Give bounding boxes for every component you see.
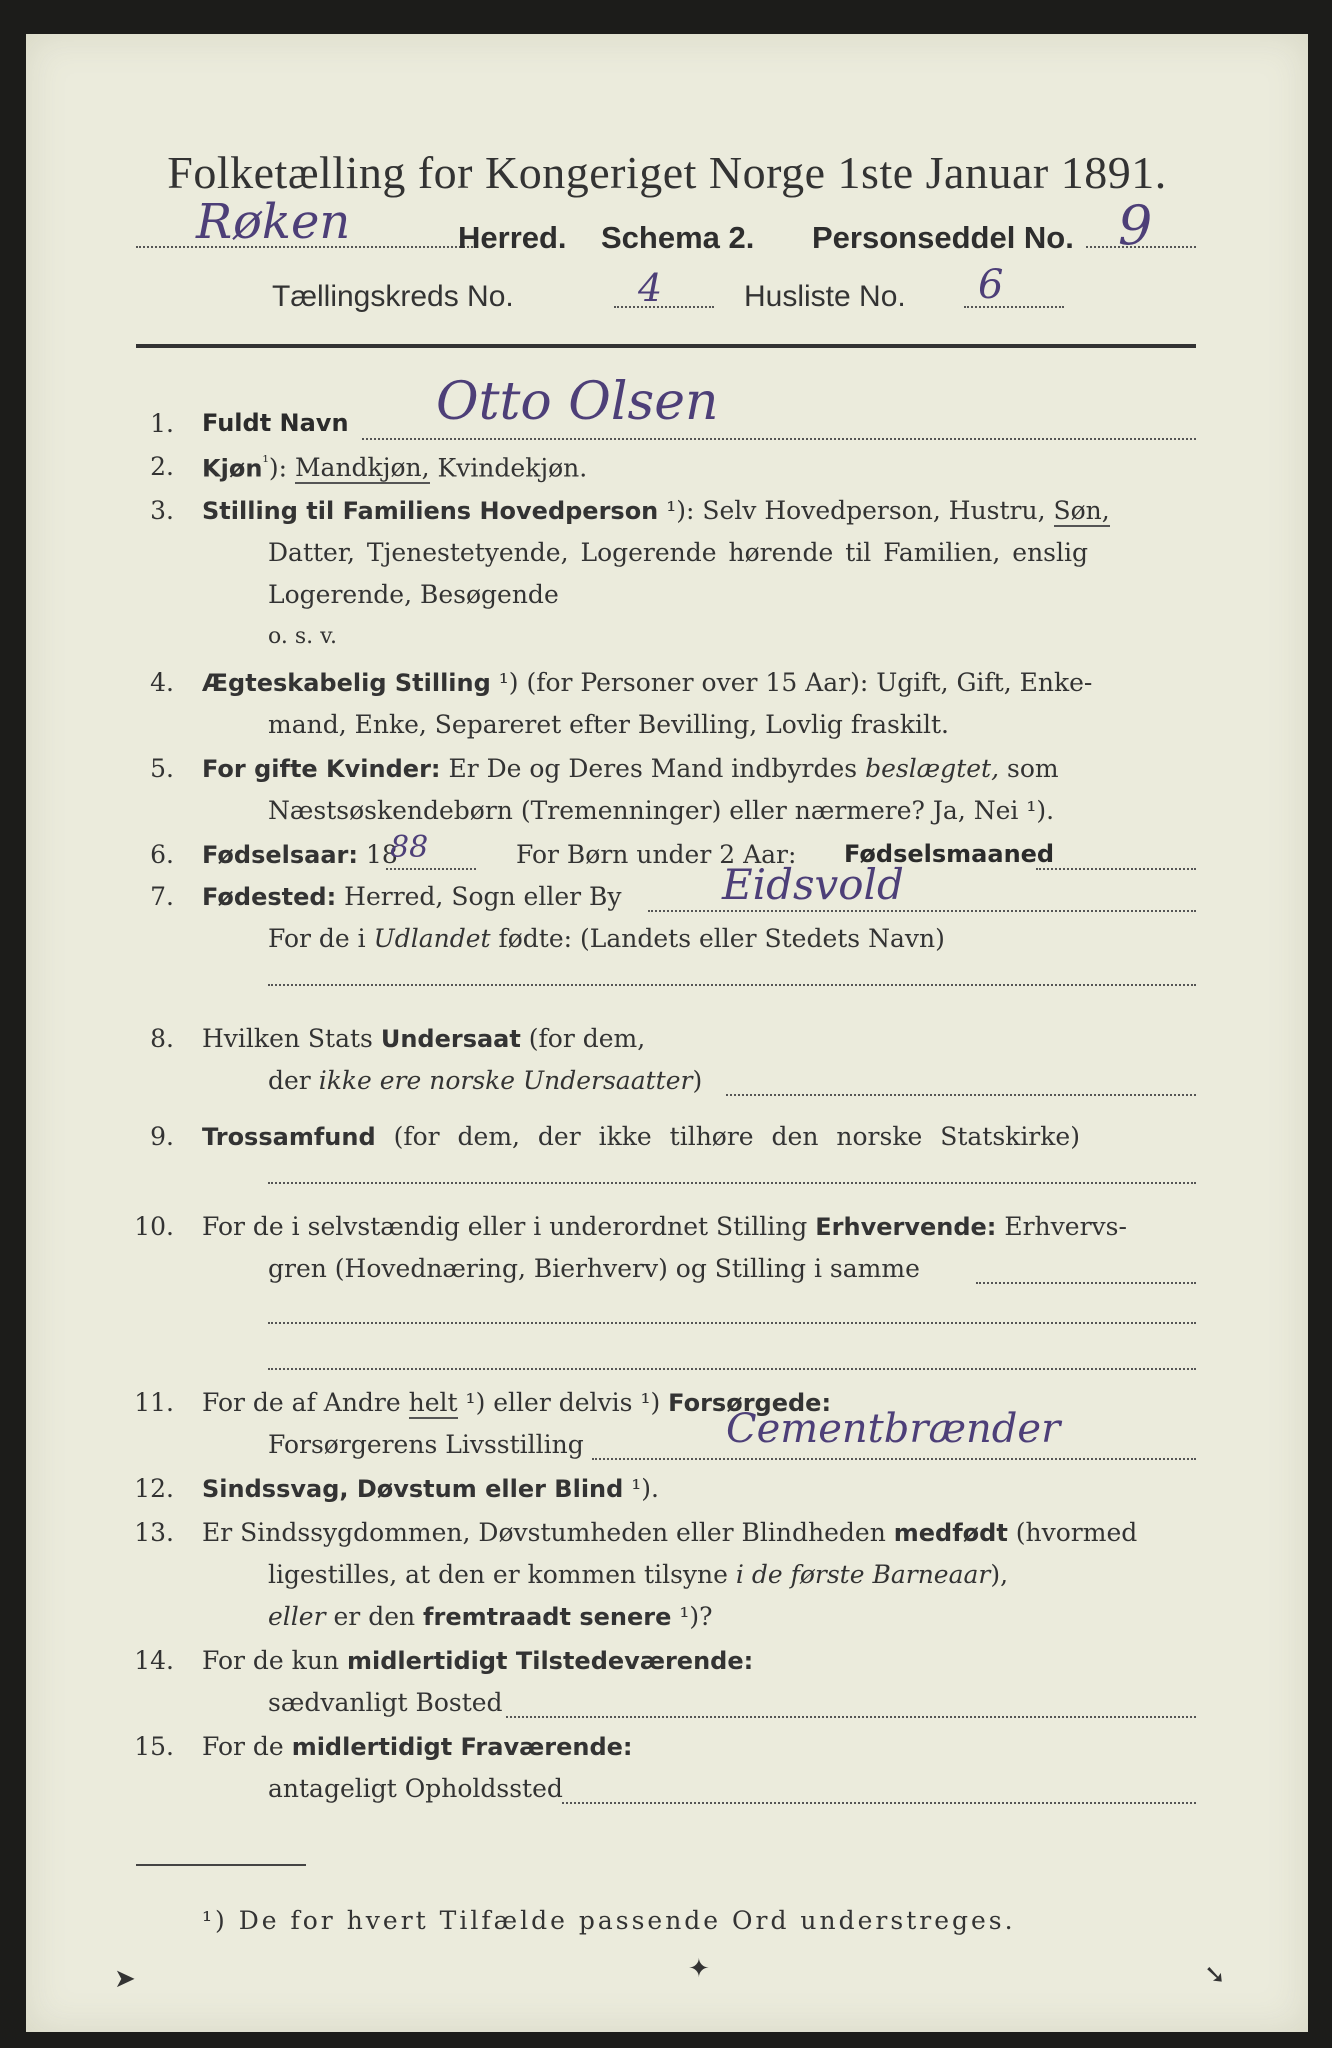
field-3-number: 3. (150, 496, 174, 525)
personseddel-value: 9 (1118, 194, 1153, 257)
field-7-line-2-a: For de i (268, 924, 366, 953)
field-1-label: Fuldt Navn (202, 409, 349, 437)
personseddel-label: Personseddel No. (812, 220, 1074, 255)
field-13-line-2-a: ligestilles, at den er kommen tilsyne (268, 1560, 728, 1589)
taellingskreds-dotted-line (614, 306, 714, 308)
field-5-label: For gifte Kvinder: (202, 755, 441, 783)
field-11-line-1-a: For de af Andre (202, 1388, 401, 1417)
field-5-line-1 (202, 754, 1059, 783)
field-3-line-3: Logerende, Besøgende (268, 580, 559, 609)
field-3-options: Selv Hovedperson, Hustru, (702, 496, 1046, 525)
field-5-end: som (1006, 754, 1059, 783)
footnote: ¹) De for hvert Tilfælde passende Ord understreges. (202, 1906, 1016, 1935)
field-2-number: 2. (150, 452, 174, 481)
taellingskreds-label: Tællingskreds No. (272, 280, 514, 313)
field-2-option-female: Kvindekjøn. (437, 453, 588, 483)
field-14-line-1 (202, 1646, 753, 1675)
field-5-question: Er De og Deres Mand indbyrdes (448, 754, 858, 783)
husliste-label: Husliste No. (744, 280, 906, 313)
field-10-line-1-bold: Erhvervende: (815, 1213, 997, 1241)
field-1-value: Otto Olsen (436, 372, 719, 432)
taellingskreds-value: 4 (638, 266, 663, 310)
field-10-dotted-line-3 (268, 1368, 1196, 1370)
field-8-line-2-a: der (268, 1066, 311, 1095)
field-3-line-1: Stilling til Familiens Hovedperson ¹): Selv Hovedperson, Hustru, Søn, (202, 496, 1110, 525)
field-9-label: Trossamfund (202, 1123, 376, 1151)
field-13-line-1-b: (hvormed (1015, 1518, 1138, 1547)
field-15-line-1 (202, 1732, 633, 1761)
field-2-line: Kjøn$^{^1}$): Mandkjøn, Kvindekjøn. (202, 452, 588, 483)
field-7-line-2-b: fødte: (Landets eller Stedets Navn) (498, 924, 945, 953)
field-1-dotted-line (362, 438, 1196, 440)
field-15-line-1-bold: midlertidigt Fraværende: (291, 1733, 633, 1761)
field-14-dotted-line (506, 1716, 1196, 1718)
field-3-label: Stilling til Familiens Hovedperson (202, 497, 659, 525)
field-12-end: ). (641, 1474, 659, 1503)
field-15-line-2: antageligt Opholdssted (268, 1774, 563, 1803)
field-13-line-1-a: Er Sindssygdommen, Døvstumheden eller Blindheden (202, 1518, 886, 1547)
field-3-line-2: Datter, Tjenestetyende, Logerende hørende til Familien, enslig (268, 538, 1089, 567)
registration-mark-right: ➘ (1204, 1960, 1226, 1990)
field-5-number: 5. (150, 754, 174, 783)
herred-handwritten: Røken (196, 194, 351, 250)
header-rule (136, 344, 1196, 348)
field-13-line-1-bold: medfødt (893, 1519, 1008, 1547)
field-8-number: 8. (150, 1024, 174, 1053)
field-3-selected: Søn, (1053, 496, 1110, 525)
field-4-number: 4. (150, 668, 174, 697)
field-11-line-1: For de af Andre helt ¹) eller delvis ¹) Forsørgede: (202, 1388, 832, 1417)
field-8-line-2 (268, 1066, 702, 1095)
field-8-line-1 (202, 1024, 645, 1053)
registration-mark-left: ➤ (114, 1964, 136, 1994)
field-7-rest: Herred, Sogn eller By (344, 882, 622, 911)
census-form-sheet (26, 34, 1308, 2032)
field-8-dotted-line (726, 1094, 1196, 1096)
field-6-label: Fødselsaar: (202, 841, 358, 869)
field-10-number: 10. (134, 1212, 174, 1241)
field-4-line-1: Ægteskabelig Stilling ¹) (for Personer over 15 Aar): Ugift, Gift, Enke- (202, 668, 1093, 697)
herred-label: Herred. (458, 220, 567, 255)
field-9-dotted-line (268, 1182, 1196, 1184)
field-1-number: 1. (150, 409, 174, 438)
field-5-line-2: Næstsøskendebørn (Tremenninger) eller nærmere? Ja, Nei ¹). (268, 796, 1055, 825)
registration-mark-center: ✦ (688, 1954, 710, 1984)
field-7-foreign-dotted-line (268, 984, 1196, 986)
field-5-italic: beslægtet, (865, 754, 1000, 783)
field-10-dotted-line-1 (976, 1282, 1196, 1284)
field-7-line-1 (202, 882, 622, 911)
field-14-line-2: sædvanligt Bosted (268, 1688, 503, 1717)
field-9-number: 9. (150, 1122, 174, 1151)
field-10-line-1-a: For de i selvstændig eller i underordnet Stilling (202, 1212, 808, 1241)
field-3-line-4: o. s. v. (268, 624, 337, 649)
field-13-line-3-b: ¹)? (679, 1602, 713, 1631)
field-13-line-3-a: er den (333, 1602, 416, 1631)
field-13-line-3-bold: fremtraadt senere (423, 1603, 672, 1631)
field-15-dotted-line (562, 1802, 1196, 1804)
field-12-number: 12. (134, 1474, 174, 1503)
field-13-number: 13. (134, 1518, 174, 1547)
field-11-line-2: Forsørgerens Livsstilling (268, 1430, 584, 1459)
field-2-sup: ¹ (262, 452, 269, 471)
field-13-line-3 (268, 1602, 713, 1631)
field-9-line (202, 1122, 1080, 1151)
schema-label: Schema 2. (601, 220, 755, 255)
field-4-line-2: mand, Enke, Separeret efter Bevilling, Lovlig fraskilt. (268, 710, 949, 739)
field-10-line-2: gren (Hovednæring, Bierhverv) og Stilling i samme (268, 1254, 920, 1283)
field-13-line-1 (202, 1518, 1137, 1547)
field-14-line-1-a: For de kun (202, 1646, 340, 1675)
field-11-value: Cementbrænder (726, 1406, 1061, 1452)
field-12-line: Sindssvag, Døvstum eller Blind ¹). (202, 1474, 659, 1503)
field-13-line-2 (268, 1560, 1008, 1589)
field-13-line-2-b: ), (990, 1560, 1009, 1589)
field-14-number: 14. (134, 1646, 174, 1675)
field-7-dotted-line (648, 910, 1196, 912)
field-7-line-2-italic: Udlandet (373, 924, 491, 953)
form-title: Folketælling for Kongeriget Norge 1ste Januar 1891. (167, 147, 1167, 198)
field-11-line-1-b: eller delvis (493, 1388, 633, 1417)
field-8-line-2-italic: ikke ere norske Undersaatter (318, 1066, 693, 1095)
footnote-rule (136, 1864, 306, 1866)
field-11-line-1-bold: Forsørgede: (668, 1389, 832, 1417)
field-6-line (202, 840, 398, 869)
field-11-number: 11. (134, 1388, 174, 1417)
field-11-helt-selected: helt (408, 1388, 458, 1417)
field-8-line-1-a: Hvilken Stats (202, 1024, 373, 1053)
field-6-prefix: 18 (365, 840, 398, 869)
field-4-label: Ægteskabelig Stilling (202, 669, 491, 697)
field-15-line-1-a: For de (202, 1732, 284, 1761)
field-7-label: Fødested: (202, 883, 337, 911)
field-6-year-dotted-line (386, 868, 476, 870)
field-6-number: 6. (150, 840, 174, 869)
field-13-line-2-italic: i de første Barneaar (735, 1560, 991, 1589)
field-7-value: Eidsvold (722, 860, 904, 909)
field-11-dotted-line (592, 1458, 1196, 1460)
field-6-value: 88 (390, 830, 429, 865)
field-4-options: (for Personer over 15 Aar): Ugift, Gift, Enke- (526, 668, 1093, 697)
field-2-option-male: Mandkjøn, (294, 453, 430, 483)
field-12-label: Sindssvag, Døvstum eller Blind (202, 1475, 624, 1503)
field-9-rest: (for dem, der ikke tilhøre den norske Statskirke) (393, 1122, 1080, 1151)
field-6-middle: For Børn under 2 Aar: (516, 840, 797, 869)
field-15-number: 15. (134, 1732, 174, 1761)
field-10-dotted-line-2 (268, 1322, 1196, 1324)
field-2-label: Kjøn (202, 454, 263, 483)
field-6-month-dotted-line (1036, 868, 1196, 870)
field-8-line-1-bold: Undersaat (380, 1025, 521, 1053)
field-8-line-2-b: ) (692, 1066, 703, 1095)
field-14-line-1-bold: midlertidigt Tilstedeværende: (346, 1647, 754, 1675)
field-8-line-1-b: (for dem, (528, 1024, 646, 1053)
field-7-number: 7. (150, 882, 174, 911)
field-7-line-2 (268, 924, 945, 953)
husliste-value: 6 (978, 262, 1004, 308)
field-10-line-1 (202, 1212, 1127, 1241)
field-6-label-2: Fødselsmaaned (844, 840, 1055, 868)
field-13-line-3-italic: eller (268, 1602, 326, 1631)
field-10-line-1-b: Erhvervs- (1004, 1212, 1127, 1241)
